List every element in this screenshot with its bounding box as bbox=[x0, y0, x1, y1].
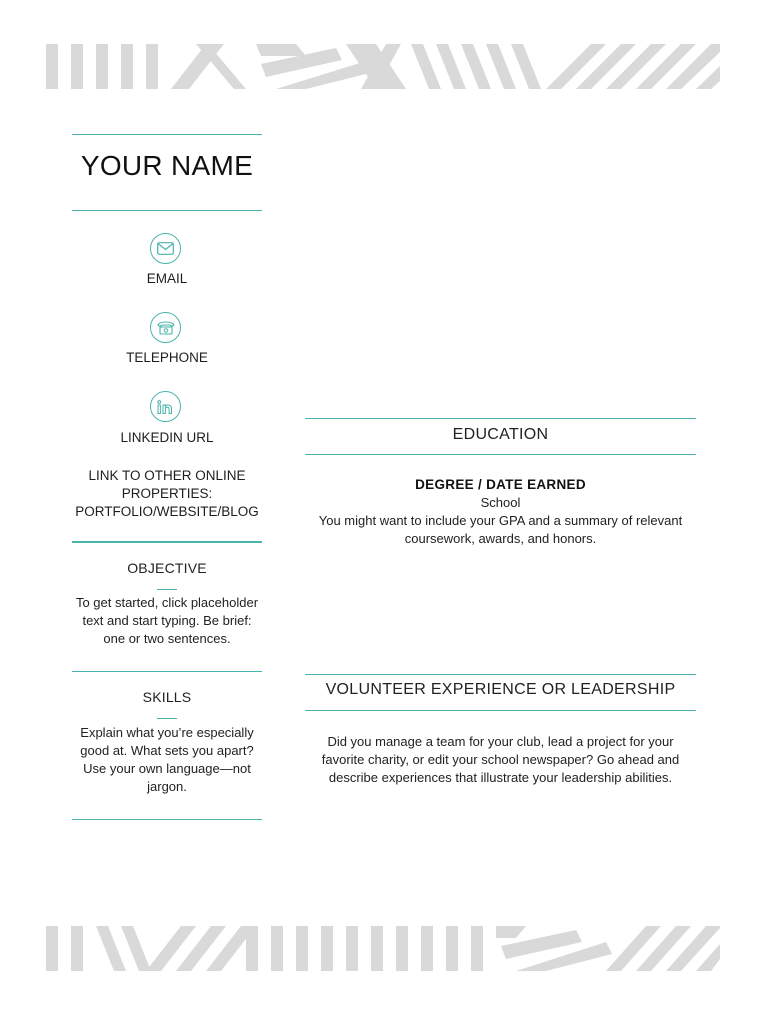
bottom-stripe-graphic bbox=[46, 926, 720, 971]
school-name: School bbox=[480, 495, 521, 510]
education-line: coursework, awards, and honors. bbox=[404, 531, 597, 546]
skills-line: Use your own language—not bbox=[83, 761, 251, 776]
skills-bottom-rule bbox=[72, 819, 262, 820]
objective-divider bbox=[157, 589, 177, 590]
education-text bbox=[305, 494, 696, 548]
linkedin-label: LINKEDIN URL bbox=[120, 430, 214, 445]
volunteer-text bbox=[305, 733, 696, 787]
linkedin-icon bbox=[150, 391, 181, 422]
skills-heading: SKILLS bbox=[142, 689, 192, 705]
volunteer-top-rule bbox=[305, 674, 696, 675]
education-top-rule bbox=[305, 418, 696, 419]
top-stripe-banner bbox=[46, 44, 720, 89]
online-properties-line: PROPERTIES: bbox=[121, 486, 213, 501]
objective-text bbox=[72, 594, 262, 648]
volunteer-line: Did you manage a team for your club, lead a project for your bbox=[327, 734, 674, 749]
objective-line: To get started, click placeholder bbox=[75, 595, 259, 610]
volunteer-bottom-rule bbox=[305, 710, 696, 711]
online-properties-line: LINK TO OTHER ONLINE bbox=[88, 468, 246, 483]
top-stripe-graphic bbox=[46, 44, 720, 89]
contact-bottom-rule bbox=[72, 541, 262, 543]
volunteer-heading: VOLUNTEER EXPERIENCE OR LEADERSHIP bbox=[325, 681, 676, 698]
online-properties-text bbox=[72, 467, 262, 521]
education-heading: EDUCATION bbox=[452, 426, 549, 443]
name-bottom-rule bbox=[72, 210, 262, 211]
objective-line: text and start typing. Be brief: bbox=[82, 613, 252, 628]
volunteer-line: favorite charity, or edit your school newspaper? Go ahead and bbox=[321, 752, 680, 767]
objective-line: one or two sentences. bbox=[103, 631, 231, 646]
objective-bottom-rule bbox=[72, 671, 262, 672]
skills-line: jargon. bbox=[147, 779, 187, 794]
name-top-rule bbox=[72, 134, 262, 135]
education-bottom-rule bbox=[305, 454, 696, 455]
your-name: YOUR NAME bbox=[80, 150, 254, 181]
volunteer-line: describe experiences that illustrate your leadership abilities. bbox=[328, 770, 673, 785]
skills-divider bbox=[157, 718, 177, 719]
envelope-icon bbox=[150, 233, 181, 264]
bottom-stripe-banner bbox=[46, 926, 720, 971]
degree-date-earned: DEGREE / DATE EARNED bbox=[415, 477, 586, 492]
skills-line: good at. What sets you apart? bbox=[80, 743, 254, 758]
email-label: EMAIL bbox=[146, 271, 188, 286]
telephone-label: TELEPHONE bbox=[126, 350, 208, 365]
skills-line: Explain what you’re especially bbox=[80, 725, 254, 740]
skills-text bbox=[72, 724, 262, 796]
education-line: You might want to include your GPA and a summary of relevant bbox=[318, 513, 683, 528]
online-properties-line: PORTFOLIO/WEBSITE/BLOG bbox=[75, 504, 259, 519]
telephone-icon bbox=[150, 312, 181, 343]
objective-heading: OBJECTIVE bbox=[127, 560, 207, 576]
